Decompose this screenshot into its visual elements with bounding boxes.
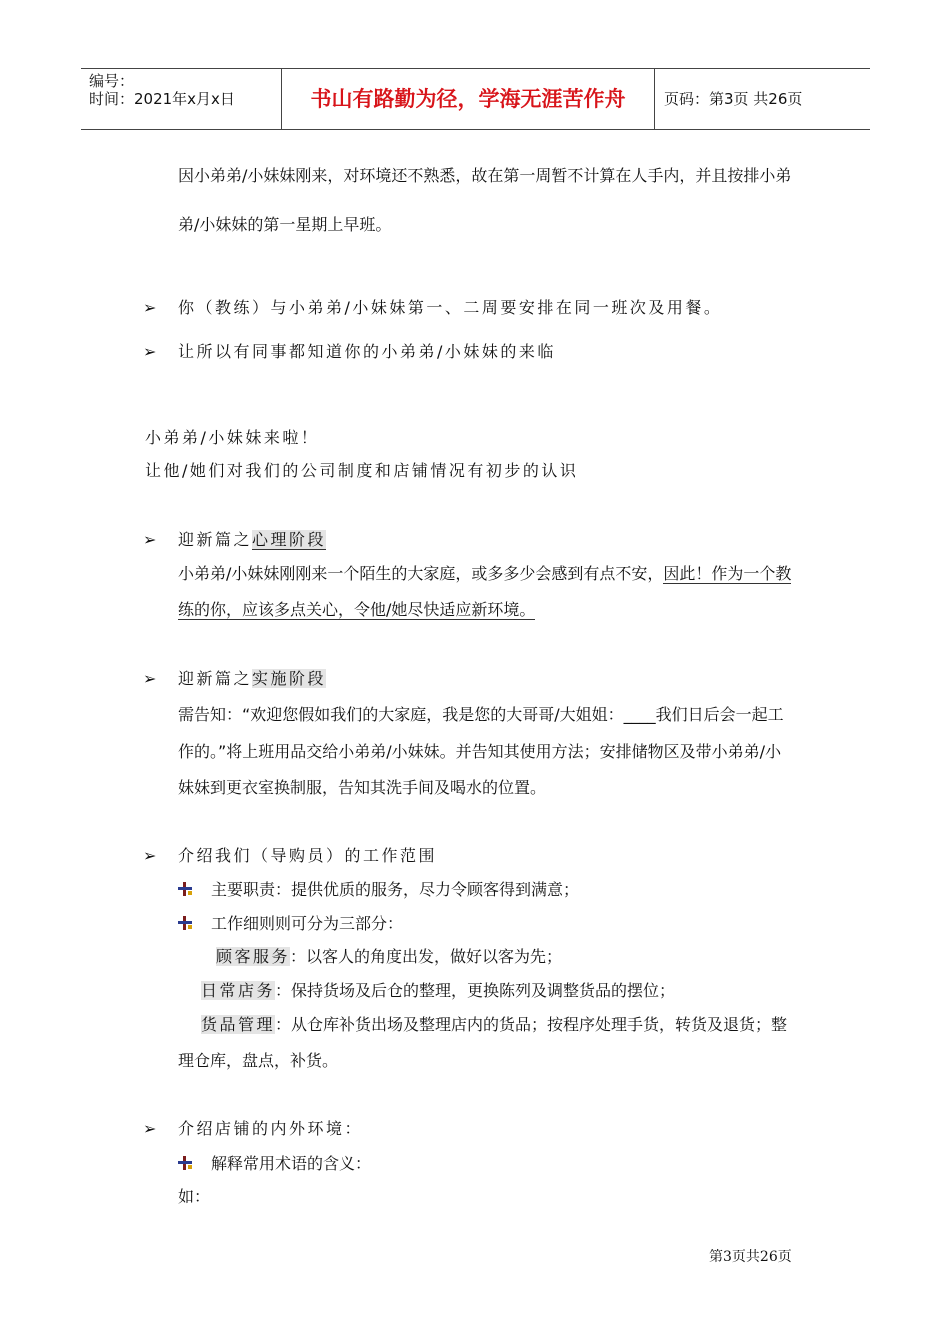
header-page-cell: [654, 69, 870, 129]
bullet-item: 让所以有同事都知道你的小弟弟/小妹妹的来临: [178, 342, 556, 361]
header-page-info: 页码：第3页 共26页: [664, 90, 803, 108]
scope-item-1: 主要职责：提供优质的服务，尽力令顾客得到满意；: [211, 880, 580, 899]
goods-management-text: ：从仓库补货出场及整理店内的货品；按程序处理手货，转货及退货；整: [275, 1015, 788, 1034]
scope-title: 介绍我们（导购员）的工作范围: [178, 846, 438, 865]
customer-service-label: 顾客服务: [216, 947, 291, 966]
arrow-bullet-icon: ➢: [143, 342, 157, 361]
motto: 书山有路勤为径，学海无涯苦作舟: [310, 87, 626, 111]
psych-stage-label: 心理阶段: [252, 530, 327, 549]
impl-stage-label: 实施阶段: [252, 669, 327, 688]
cross-bullet-icon: [178, 916, 192, 930]
number-label: 编号：: [89, 72, 135, 90]
arrow-bullet-icon: ➢: [143, 530, 157, 549]
customer-service-text: ：以客人的角度出发，做好以客为先；: [290, 947, 563, 966]
impl-line-2: 作的。”将上班用品交给小弟弟/小妹妹。并告知其使用方法；安排储物区及带小弟弟/小: [178, 742, 782, 761]
psych-underlined-text: 因此！作为一个教: [663, 564, 792, 583]
arrow-bullet-icon: ➢: [143, 669, 157, 688]
psych-underlined-text: 练的你，应该多点关心，令他/她尽快适应新环境。: [178, 600, 536, 619]
env-item-1: 解释常用术语的含义：: [211, 1154, 372, 1173]
daily-duties-line: [201, 980, 675, 1002]
scope-item-2: 工作细则则可分为三部分：: [211, 914, 404, 933]
psych-heading: [178, 529, 326, 551]
arrow-bullet-icon: ➢: [143, 1119, 157, 1138]
header-left-cell: [81, 69, 281, 129]
env-title: 介绍店铺的内外环境：: [178, 1119, 364, 1138]
psych-text: 小弟弟/小妹妹刚刚来一个陌生的大家庭，或多多少会感到有点不安，: [178, 564, 664, 583]
bullet-item: 你（教练）与小弟弟/小妹妹第一、二周要安排在同一班次及用餐。: [178, 298, 723, 317]
psych-line-2: [178, 599, 535, 621]
customer-service-line: [216, 946, 562, 968]
arrow-bullet-icon: ➢: [143, 846, 157, 865]
cross-bullet-icon: [178, 1156, 192, 1170]
impl-prefix: 迎新篇之: [178, 669, 253, 688]
psych-line-1: [178, 563, 791, 585]
intro-line-1: 因小弟弟/小妹妹刚来，对环境还不熟悉，故在第一周暂不计算在人手内，并且按排小弟: [178, 166, 792, 185]
intro-line-2: 弟/小妹妹的第一星期上早班。: [178, 215, 392, 234]
psych-prefix: 迎新篇之: [178, 530, 253, 549]
goods-management-label: 货品管理: [201, 1015, 276, 1034]
impl-heading: [178, 668, 326, 690]
cross-bullet-icon: [178, 882, 192, 896]
page-footer: 第3页共26页: [709, 1249, 792, 1265]
page-header: [81, 68, 870, 130]
daily-duties-text: ：保持货场及后仓的整理，更换陈列及调整货品的摆位；: [275, 981, 676, 1000]
welcome-subtitle: 让他/她们对我们的公司制度和店铺情况有初步的认识: [145, 461, 579, 480]
impl-line-3: 妹妹到更衣室换制服，告知其洗手间及喝水的位置。: [178, 778, 547, 797]
env-example-label: 如：: [178, 1187, 211, 1206]
daily-duties-label: 日常店务: [201, 981, 276, 1000]
header-motto-cell: [281, 69, 655, 129]
goods-management-line: [201, 1014, 787, 1036]
goods-management-line-2: 理仓库，盘点，补货。: [178, 1051, 339, 1070]
impl-line-1: 需告知：“欢迎您假如我们的大家庭，我是您的大哥哥/大姐姐：____我们日后会一起工: [178, 705, 784, 724]
time-label: 时间：2021年x月x日: [89, 90, 235, 108]
welcome-title: 小弟弟/小妹妹来啦！: [145, 428, 320, 447]
arrow-bullet-icon: ➢: [143, 298, 157, 317]
